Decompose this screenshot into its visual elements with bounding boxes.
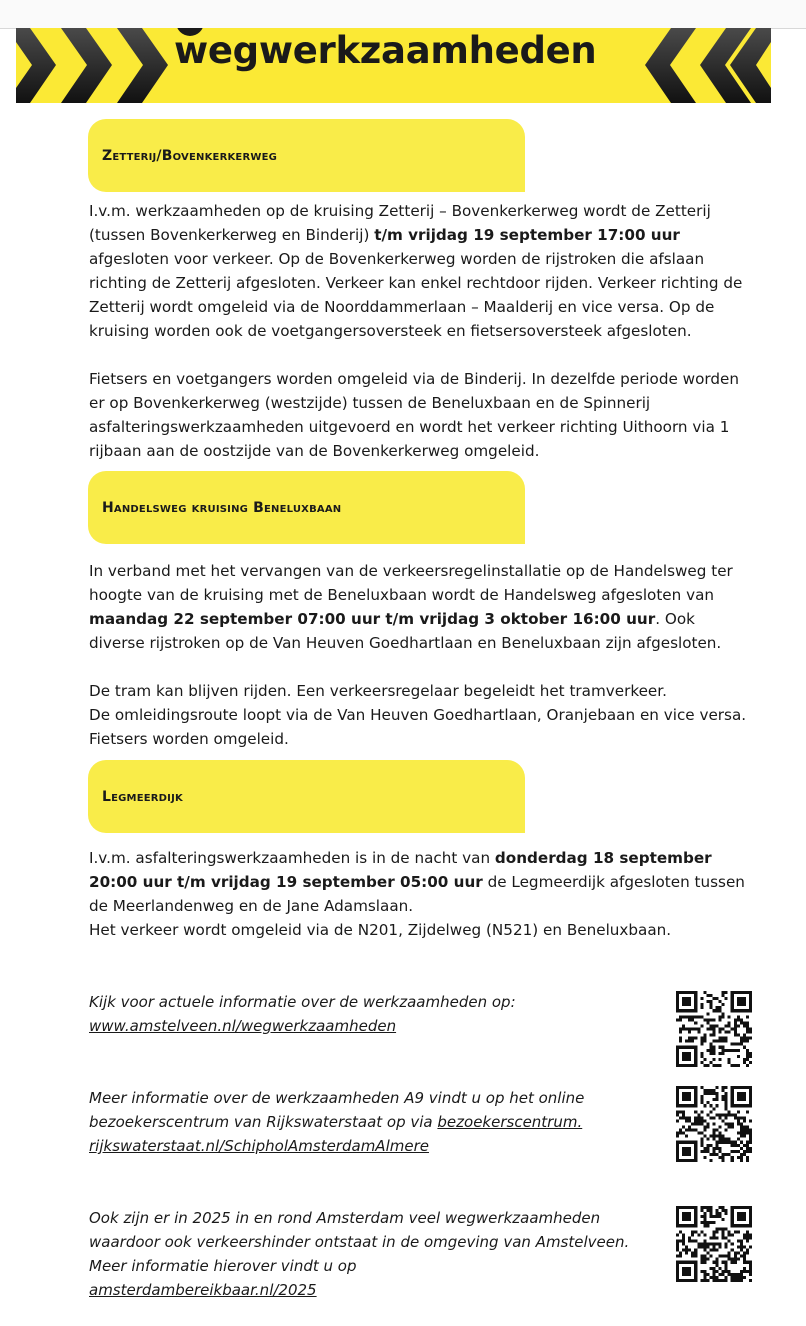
browser-top-bar: [0, 0, 806, 29]
section-heading-handelsweg: [88, 471, 525, 544]
section-paragraph: [89, 846, 754, 918]
paragraph-text: de Legmeerdijk afgesloten tussen de Meerlandenweg en de Jane Adamslaan.: [89, 873, 745, 915]
section-heading-label: Zetterij/Bovenkerkerweg: [102, 147, 278, 164]
paragraph-bold-date: t/m vrijdag 19 september 17:00 uur: [374, 226, 680, 244]
section-paragraph: Fietsers en voetgangers worden omgeleid via de Binderij. In dezelfde periode worden er op Bovenkerkerweg (westzijde) tussen de Beneluxbaan en de Spinnerij asfalteringswerkzaamheden uitgevoerd en wordt het verkeer richting Uithoorn via 1 rijbaan aan de oostzijde van de Bovenkerkerweg omgeleid.: [89, 370, 739, 460]
section-heading-label: Legmeerdijk: [102, 788, 183, 805]
qr-code-icon: [676, 1206, 752, 1282]
qr-code-icon: [676, 1086, 752, 1162]
info-link[interactable]: bezoekerscentrum. rijkswaterstaat.nl/SchipholAmsterdamAlmere: [89, 1113, 583, 1155]
section-heading-zetterij: [88, 119, 525, 192]
page-title: wegwerkzaamheden: [174, 29, 597, 72]
paragraph-text: I.v.m. asfalteringswerkzaamheden is in de nacht van: [89, 849, 495, 867]
paragraph-bold-date: maandag 22 september 07:00 uur t/m vrijdag 3 oktober 16:00 uur: [89, 610, 656, 628]
paragraph-bold-date: donderdag 18 september 20:00 uur t/m vrijdag 19 september 05:00 uur: [89, 849, 712, 891]
info-text: Ook zijn er in 2025 in en rond Amsterdam veel wegwerkzaamheden waardoor ook verkeershinder ontstaat in de omgeving van Amstelveen. Meer informatie hierover vindt u op: [89, 1209, 630, 1275]
section-heading-legmeerdijk: [88, 760, 525, 833]
info-block-amstelveen: [89, 990, 649, 1038]
section-paragraph: De tram kan blijven rijden. Een verkeersregelaar begeleidt het tramverkeer.: [89, 682, 667, 700]
paragraph-text: I.v.m. werkzaamheden op de kruising Zetterij – Bovenkerkerweg wordt de Zetterij (tussen Bovenkerkerweg en Binderij): [89, 202, 711, 244]
info-text: Kijk voor actuele informatie over de werkzaamheden op:: [89, 993, 516, 1011]
section-paragraph: [89, 199, 754, 343]
section-heading-label: Handelsweg kruising Beneluxbaan: [102, 499, 342, 516]
paragraph-text: . Ook diverse rijstroken op de Van Heuven Goedhartlaan en Beneluxbaan zijn afgesloten.: [89, 610, 722, 652]
info-block-rijkswaterstaat: [89, 1086, 649, 1158]
section-paragraph: De omleidingsroute loopt via de Van Heuven Goedhartlaan, Oranjebaan en vice versa. Fietsers worden omgeleid.: [89, 706, 747, 748]
header-banner: [16, 28, 771, 103]
qr-code-icon: [676, 991, 752, 1067]
paragraph-text: afgesloten voor verkeer. Op de Bovenkerkerweg worden de rijstroken die afslaan richting de Zetterij afgesloten. Verkeer kan enkel rechtdoor rijden. Verkeer richting de Zetterij wordt omgeleid via de Noorddammerlaan – Maalderij en vice versa. Op de kruising worden ook de voetgangersoversteek en fietsersoversteek afgesloten.: [89, 250, 743, 340]
info-text: Meer informatie over de werkzaamheden A9 vindt u op het online bezoekerscentrum van Rijkswaterstaat op via: [89, 1089, 585, 1131]
section-paragraph: Het verkeer wordt omgeleid via de N201, Zijdelweg (N521) en Beneluxbaan.: [89, 921, 672, 939]
info-link[interactable]: www.amstelveen.nl/wegwerkzaamheden: [89, 1017, 397, 1035]
info-block-amsterdam: [89, 1206, 649, 1302]
paragraph-text: In verband met het vervangen van de verkeersregelinstallatie op de Handelsweg ter hoogte van de kruising met de Beneluxbaan wordt de Handelsweg afgesloten van: [89, 562, 733, 604]
section-paragraph: [89, 559, 754, 655]
info-link[interactable]: amsterdambereikbaar.nl/2025: [89, 1281, 317, 1299]
